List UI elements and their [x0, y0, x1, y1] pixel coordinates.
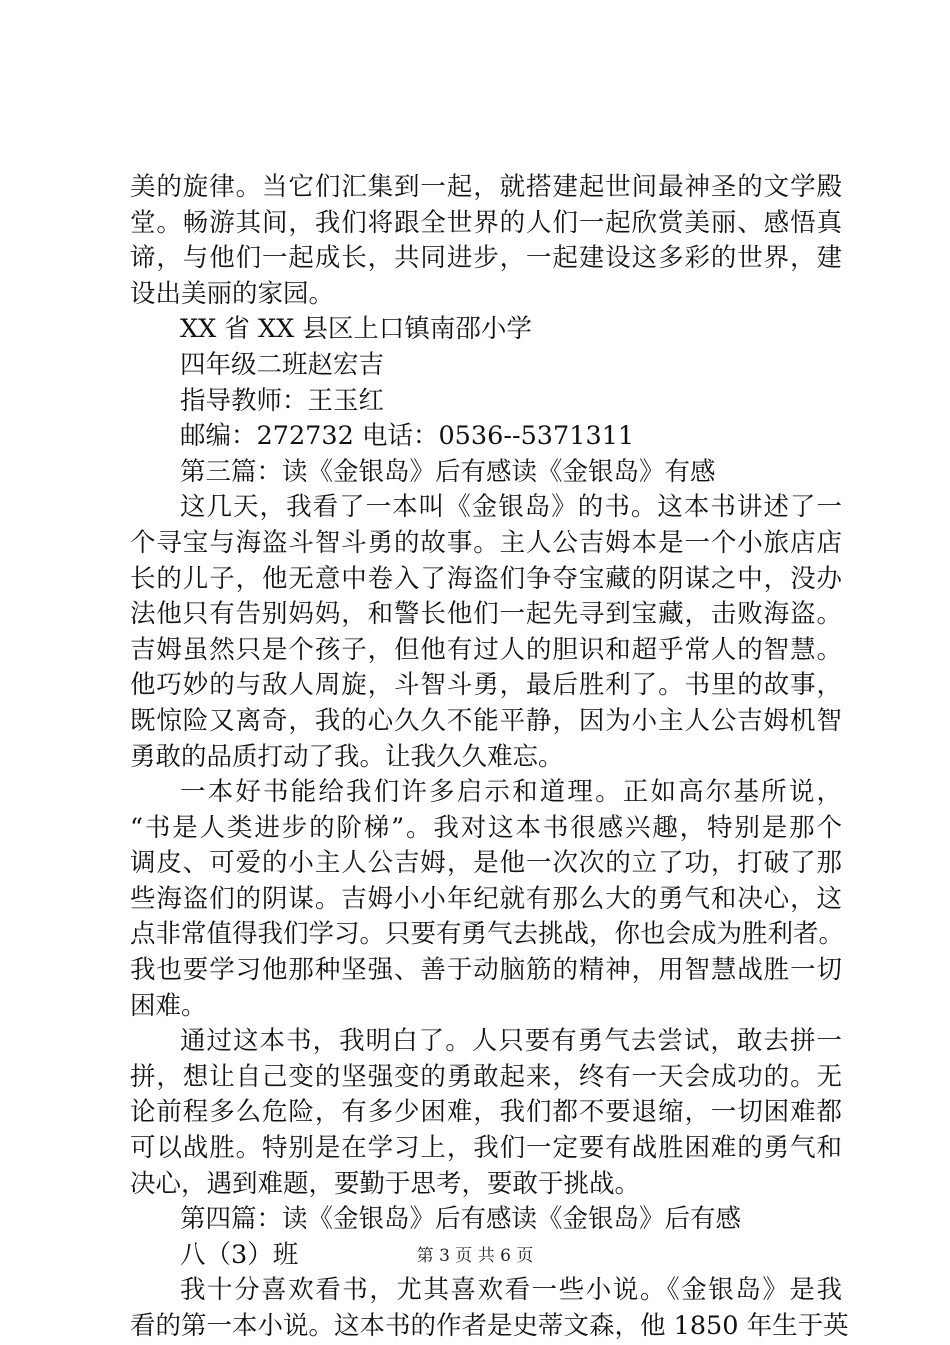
- text-line: 决心，遇到难题，要勤于思考，要敢于挑战。: [130, 1168, 641, 1199]
- text-line: 拼，想让自己变的坚强变的勇敢起来，终有一天会成功的。无: [130, 1061, 842, 1092]
- text-line: 谛，与他们一起成长，共同进步，一起建设这多彩的世界，建: [130, 243, 842, 274]
- text-line: 吉姆虽然只是个孩子，但他有过人的胆识和超乎常人的智慧。: [130, 634, 842, 665]
- text-line: 我也要学习他那种坚强、善于动脑筋的精神，用智慧战胜一切: [130, 955, 842, 986]
- text-line: 法他只有告别妈妈，和警长他们一起先寻到宝藏，击败海盗。: [130, 599, 842, 630]
- teacher-line: 指导教师：王玉红: [180, 385, 385, 416]
- text-line: 调皮、可爱的小主人公吉姆，是他一次次的立了功，打破了那: [130, 848, 842, 879]
- text-line: 点非常值得我们学习。只要有勇气去挑战，你也会成为胜利者。: [130, 919, 845, 950]
- text-line: 勇敢的品质打动了我。让我久久难忘。: [130, 741, 564, 772]
- text-line: 这几天，我看了一本叫《金银岛》的书。这本书讲述了一: [180, 492, 842, 523]
- section-heading-4: 第四篇：读《金银岛》后有感读《金银岛》后有感: [180, 1204, 742, 1235]
- text-line: 美的旋律。当它们汇集到一起，就搭建起世间最神圣的文学殿: [130, 172, 842, 202]
- text-line: 个寻宝与海盗斗智斗勇的故事。主人公吉姆本是一个小旅店店: [130, 527, 842, 558]
- text-line: 我十分喜欢看书，尤其喜欢看一些小说。《金银岛》是我: [180, 1275, 842, 1306]
- text-line: 一本好书能给我们许多启示和道理。正如高尔基所说，: [180, 777, 842, 808]
- text-line: 些海盗们的阴谋。吉姆小小年纪就有那么大的勇气和决心，这: [130, 883, 842, 914]
- section-heading-3: 第三篇：读《金银岛》后有感读《金银岛》有感: [180, 456, 716, 487]
- school-line: XX 省 XX 县区上口镇南邵小学: [180, 314, 532, 345]
- contact-line: 邮编：272732 电话：0536--5371311: [180, 421, 635, 452]
- text-line: 看的第一本小说。这本书的作者是史蒂文森，他 1850 年生于英: [130, 1311, 849, 1341]
- class-line: 八（3）班: [180, 1239, 299, 1270]
- body-text: [130, 170, 849, 1345]
- text-line: 困难。: [130, 990, 207, 1021]
- text-line: 论前程多么危险，有多少困难，我们都不要退缩，一切困难都: [130, 1097, 842, 1128]
- text-line: “书是人类进步的阶梯”。我对这本书很感兴趣，特别是那个: [130, 812, 842, 843]
- text-line: 他巧妙的与敌人周旋，斗智斗勇，最后胜利了。书里的故事，: [130, 670, 842, 701]
- text-line: 设出美丽的家园。: [130, 278, 335, 309]
- author-line: 四年级二班赵宏吉: [180, 349, 385, 380]
- text-line: 可以战胜。特别是在学习上，我们一定要有战胜困难的勇气和: [130, 1133, 842, 1164]
- text-line: 通过这本书，我明白了。人只要有勇气去尝试，敢去拼一: [180, 1026, 842, 1057]
- text-line: 堂。畅游其间，我们将跟全世界的人们一起欣赏美丽、感悟真: [130, 207, 842, 238]
- text-line: 长的儿子，他无意中卷入了海盗们争夺宝藏的阴谋之中，没办: [130, 563, 842, 594]
- page-footer: 第 3 页 共 6 页: [416, 1246, 534, 1266]
- text-line: 既惊险又离奇，我的心久久不能平静，因为小主人公吉姆机智: [130, 705, 842, 736]
